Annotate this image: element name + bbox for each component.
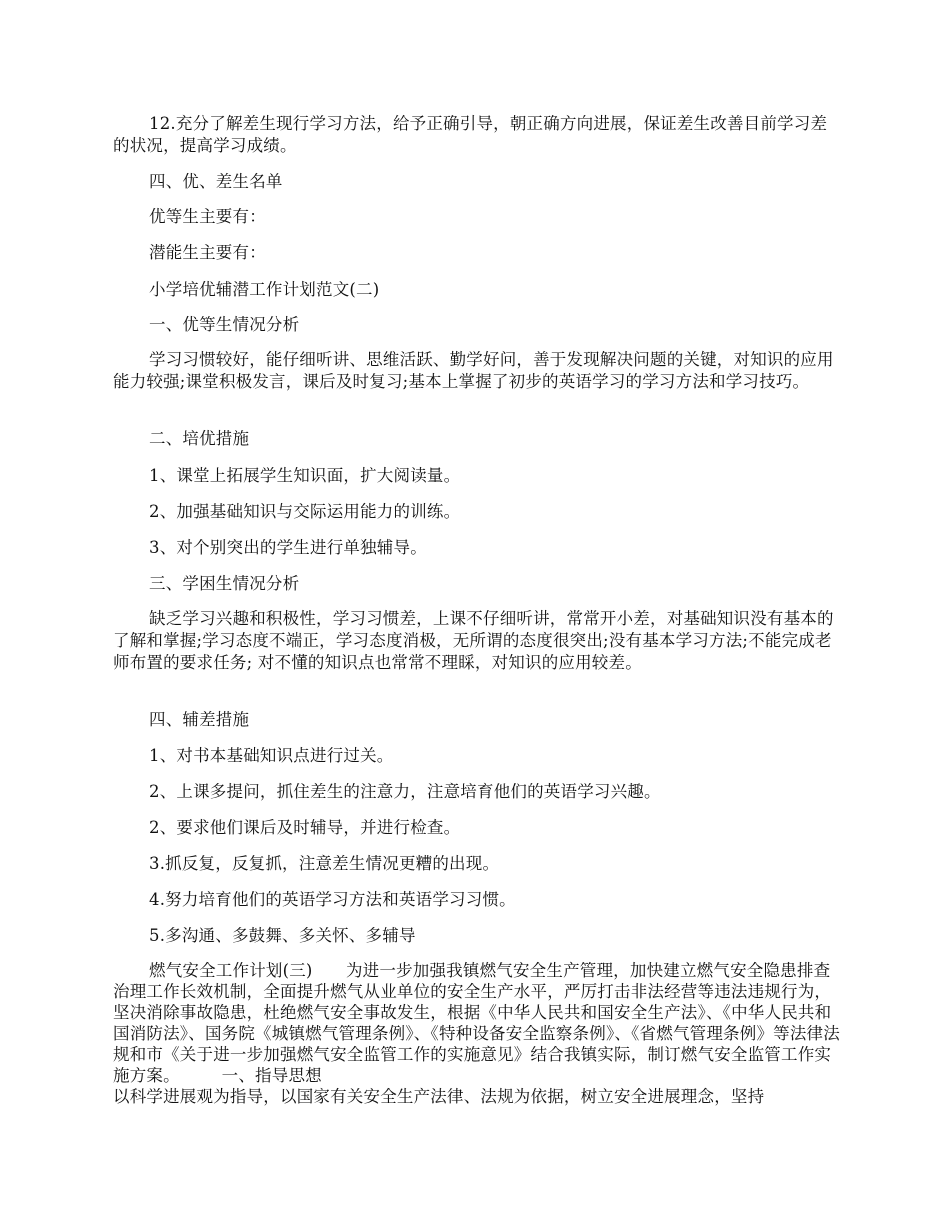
list-item-tutoring-5: 5.多沟通、多鼓舞、多关怀、多辅导	[149, 926, 416, 945]
heading-excellent-analysis: 一、优等生情况分析	[149, 315, 300, 334]
paragraph-12-guidance: 12.充分了解差生现行学习方法，给予正确引导，朝正确方向进展，保证差生改善目前学习差的状况，提高学习成绩。	[113, 114, 828, 155]
paragraph-gas-safety-plan: 燃气安全工作计划(三) 为进一步加强我镇燃气安全生产管理，加快建立燃气安全隐患排查治理工作长效机制，全面提升燃气从业单位的安全生产水平，严厉打击非法经营等违法违规行为，坚决消除事故隐患，杜绝燃气安全事故发生，根据《中华人民共和国安全生产法》、《中华人民共和国消防法》、国务院《城镇燃气管理条例》、《特种设备安全监察条例》、《省燃气管理条例》等法律法规和市《关于进一步加强燃气安全监管工作的实施意见》结合我镇实际，制订燃气安全监管工作实施方案。 一、指导思想	[113, 961, 840, 1085]
heading-student-list: 四、优、差生名单	[149, 172, 283, 191]
list-item-tutoring-4: 4.努力培育他们的英语学习方法和英语学习习惯。	[149, 890, 516, 909]
list-item-cultivation-1: 1、课堂上拓展学生知识面，扩大阅读量。	[149, 466, 461, 485]
text-potential-students: 潜能生主要有：	[149, 243, 266, 262]
paragraph-struggling-analysis: 缺乏学习兴趣和积极性，学习习惯差，上课不仔细听讲，常常开小差，对基础知识没有基本的了解和掌握;学习态度不端正，学习态度消极，无所谓的态度很突出;没有基本学习方法;不能完成老师布置的要求任务; 对不懂的知识点也常常不理睬，对知识的应用较差。	[113, 609, 834, 672]
heading-cultivation-measures: 二、培优措施	[149, 429, 250, 448]
list-item-tutoring-2: 2、上课多提问，抓住差生的注意力，注意培育他们的英语学习兴趣。	[149, 782, 661, 801]
list-item-tutoring-1: 1、对书本基础知识点进行过关。	[149, 746, 394, 765]
paragraph-excellent-analysis: 学习习惯较好，能仔细听讲、思维活跃、勤学好问，善于发现解决问题的关键，对知识的应用能力较强;课堂积极发言，课后及时复习;基本上掌握了初步的英语学习的学习方法和学习技巧。	[113, 350, 834, 391]
paragraph-guiding-ideology: 以科学进展观为指导，以国家有关安全生产法律、法规为依据，树立安全进展理念，坚持	[113, 1087, 765, 1106]
heading-struggling-analysis: 三、学困生情况分析	[149, 574, 300, 593]
list-item-tutoring-2b: 2、要求他们课后及时辅导，并进行检查。	[149, 818, 461, 837]
list-item-cultivation-3: 3、对个别突出的学生进行单独辅导。	[149, 538, 427, 557]
text-excellent-students: 优等生主要有：	[149, 207, 266, 226]
heading-tutoring-measures: 四、辅差措施	[149, 710, 250, 729]
list-item-tutoring-3: 3.抓反复，反复抓，注意差生情况更糟的出现。	[149, 854, 500, 873]
heading-plan-two: 小学培优辅潜工作计划范文(二)	[149, 280, 380, 299]
list-item-cultivation-2: 2、加强基础知识与交际运用能力的训练。	[149, 502, 461, 521]
